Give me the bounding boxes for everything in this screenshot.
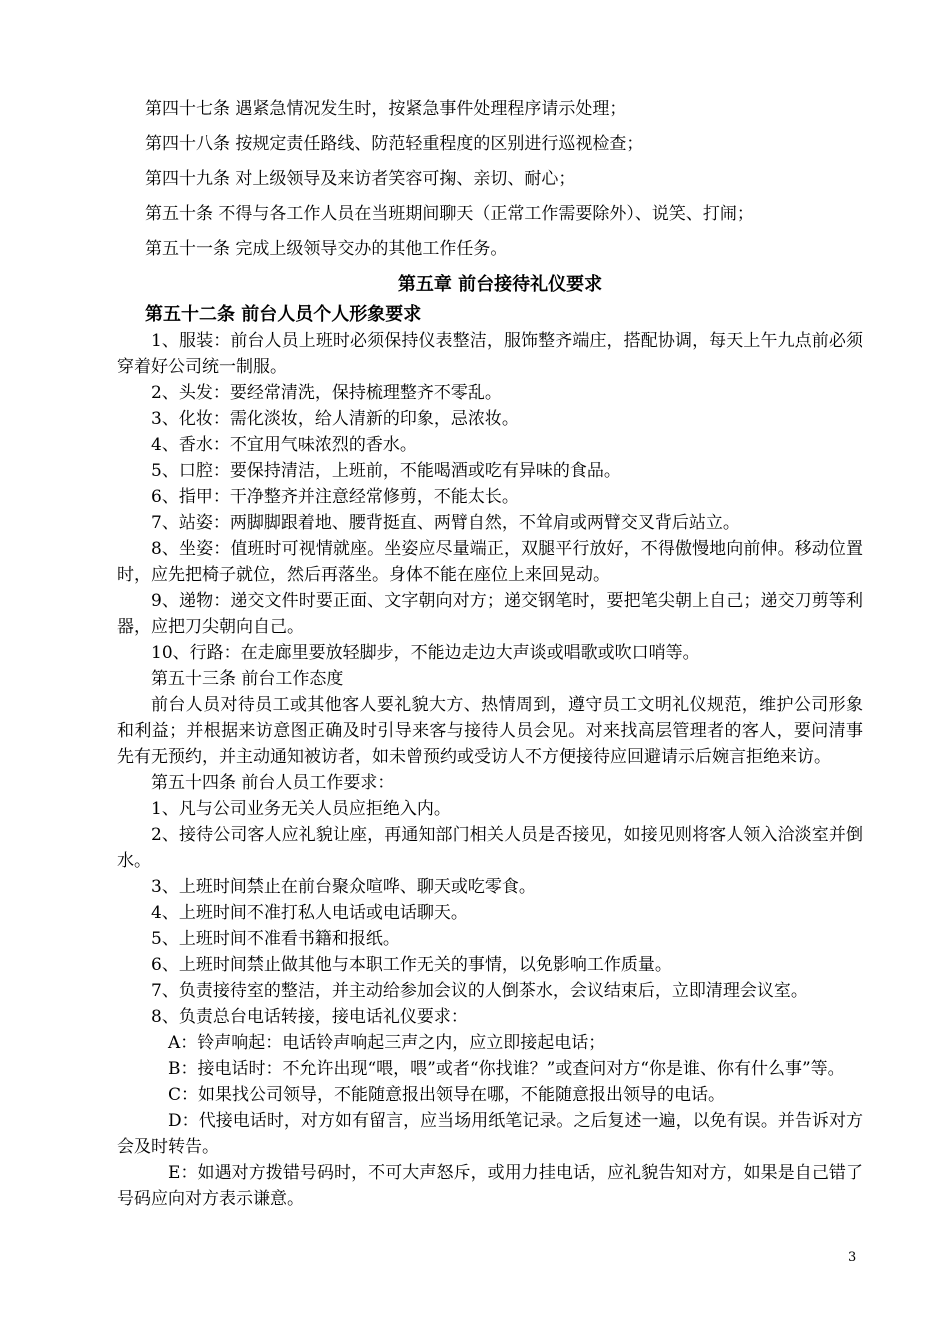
list-item: 4、香水：不宜用气味浓烈的香水。 [151,435,417,455]
list-item: 3、化妆：需化淡妆，给人清新的印象，忌浓妆。 [151,409,519,429]
phone-rule-e: E：如遇对方拨错号码时，不可大声怒斥，或用力挂电话，应礼貌告知对方，如果是自己错了号码应向对方表示谦意。 [117,1163,863,1209]
list-item: 2、接待公司客人应礼貌让座，再通知部门相关人员是否接见，如接见则将客人领入洽淡室并倒水。 [117,825,863,871]
phone-rule-c: C：如果找公司领导，不能随意报出领导在哪，不能随意报出领导的电话。 [168,1085,726,1105]
article-49: 第四十九条 对上级领导及来访者笑容可掬、亲切、耐心； [145,169,576,189]
article-47: 第四十七条 遇紧急情况发生时，按紧急事件处理程序请示处理； [145,99,627,119]
list-item: 4、上班时间不准打私人电话或电话聊天。 [151,903,468,923]
list-item: 5、上班时间不准看书籍和报纸。 [151,929,400,949]
list-item: 3、上班时间禁止在前台聚众喧哗、聊天或吃零食。 [151,877,536,897]
list-item: 5、口腔：要保持清洁，上班前，不能喝酒或吃有异味的食品。 [151,461,621,481]
article-54-heading: 第五十四条 前台人员工作要求： [151,773,395,793]
list-item: 9、递物：递交文件时要正面、文字朝向对方；递交钢笔时，要把笔尖朝上自己；递交刀剪等利器，应把刀尖朝向自己。 [117,591,863,637]
article-48: 第四十八条 按规定责任路线、防范轻重程度的区别进行巡视检查； [145,134,644,154]
list-item: 2、头发：要经常清洗，保持梳理整齐不零乱。 [151,383,502,403]
list-item: 10、行路：在走廊里要放轻脚步，不能边走边大声谈或唱歌或吹口哨等。 [151,643,700,663]
article-53-heading: 第五十三条 前台工作态度 [151,669,344,689]
chapter-title: 第五章 前台接待礼仪要求 [397,274,603,295]
article-52-heading: 第五十二条 前台人员个人形象要求 [145,304,422,325]
page-content [117,92,863,1212]
phone-rule-a: A：铃声响起：电话铃声响起三声之内，应立即接起电话； [168,1033,606,1053]
page-number: 3 [848,1250,857,1265]
list-item: 7、站姿：两脚脚跟着地、腰背挺直、两臂自然，不耸肩或两臂交叉背后站立。 [151,513,740,533]
article-53-body: 前台人员对待员工或其他客人要礼貌大方、热情周到，遵守员工文明礼仪规范，维护公司形象和利益；并根据来访意图正确及时引导来客与接待人员会见。对来找高层管理者的客人，要问清事先有无预约，并主动通知被访者，如未曾预约或受访人不方便接待应回避请示后婉言拒绝来访。 [117,695,863,767]
phone-rule-d: D：代接电话时，对方如有留言，应当场用纸笔记录。之后复述一遍，以免有误。并告诉对方会及时转告。 [117,1111,863,1157]
list-item: 8、坐姿：值班时可视情就座。坐姿应尽量端正，双腿平行放好，不得傲慢地向前伸。移动位置时，应先把椅子就位，然后再落坐。身体不能在座位上来回晃动。 [117,539,863,585]
list-item: 1、服装：前台人员上班时必须保持仪表整洁，服饰整齐端庄，搭配协调，每天上午九点前必须穿着好公司统一制服。 [117,331,863,377]
article-51: 第五十一条 完成上级领导交办的其他工作任务。 [145,239,508,259]
article-50: 第五十条 不得与各工作人员在当班期间聊天（正常工作需要除外）、说笑、打闹； [145,204,754,224]
list-item: 1、凡与公司业务无关人员应拒绝入内。 [151,799,451,819]
list-item: 7、负责接待室的整洁，并主动给参加会议的人倒茶水，会议结束后，立即清理会议室。 [151,981,808,1001]
phone-rule-b: B：接电话时：不允许出现“喂，喂”或者“你找谁？”或查问对方“你是谁、你有什么事”等。 [168,1059,845,1079]
list-item: 6、指甲：干净整齐并注意经常修剪，不能太长。 [151,487,519,507]
list-item: 6、上班时间禁止做其他与本职工作无关的事情，以免影响工作质量。 [151,955,672,975]
list-item: 8、负责总台电话转接，接电话礼仪要求： [151,1007,468,1027]
